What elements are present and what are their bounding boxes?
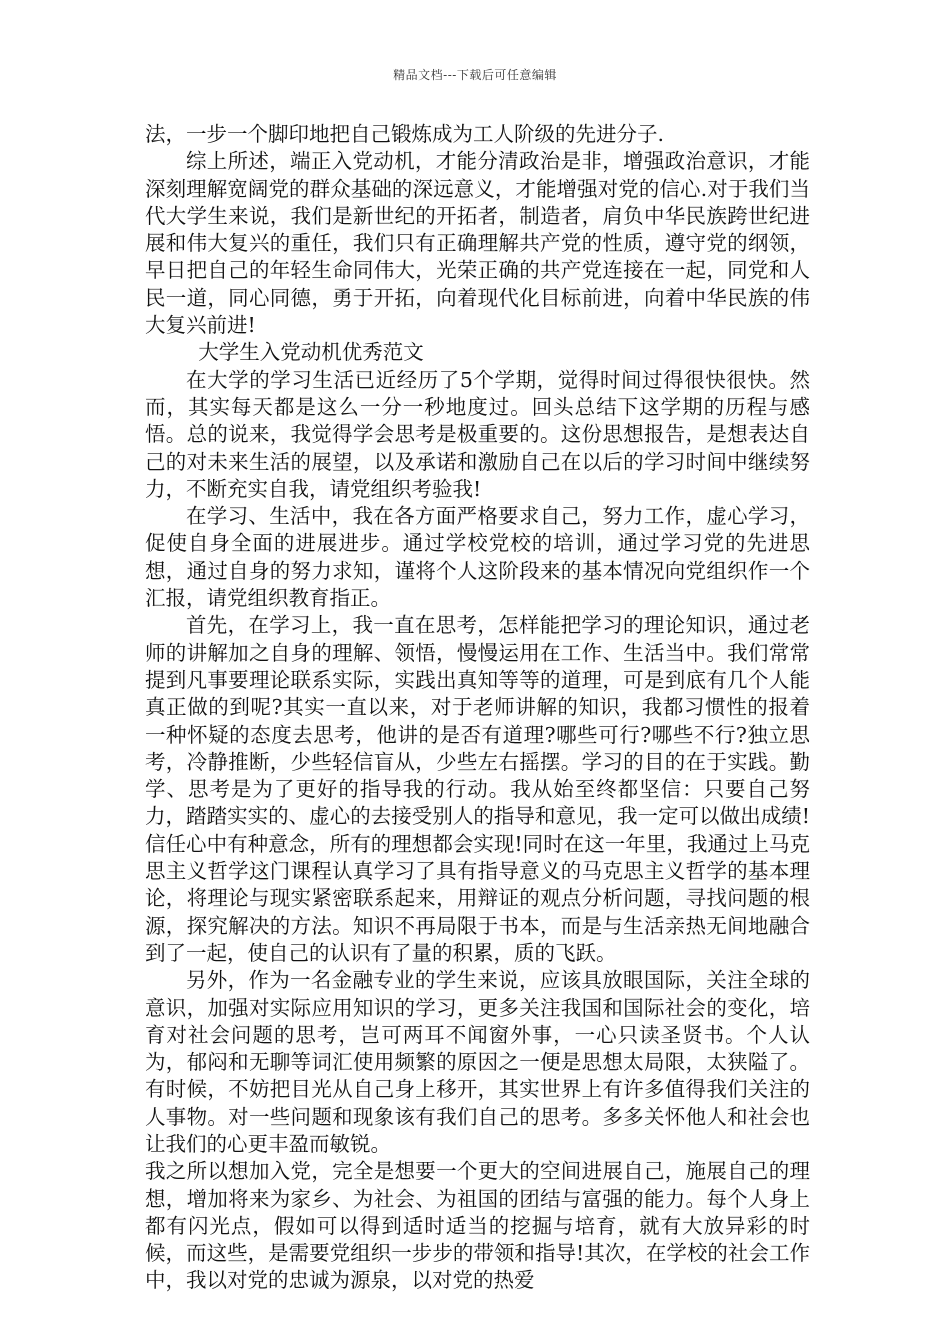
paragraph-2: 综上所述，端正入党动机，才能分清政治是非，增强政治意识，才能深刻理解宽阔党的群众基础的深远意义，才能增强对党的信心.对于我们当代大学生来说，我们是新世纪的开拓者，制造者，肩负中华民族跨世纪进展和伟大复兴的重任，我们只有正确理解共产党的性质，遵守党的纲领，早日把自己的年轻生命同伟大，光荣正确的共产党连接在一起，同党和人民一道，同心同德，勇于开拓，向着现代化目标前进，向着中华民族的伟大复兴前进! [145, 149, 810, 338]
paragraph-3: 在大学的学习生活已近经历了5个学期，觉得时间过得很快很快。然而，其实每天都是这么一分一秒地度过。回头总结下这学期的历程与感悟。总的说来，我觉得学会思考是极重要的。这份思想报告，是想表达自己的对未来生活的展望，以及承诺和激励自己在以后的学习时间中继续努力，不断充实自我，请党组织考验我! [145, 367, 810, 501]
paragraph-1: 法，一步一个脚印地把自己锻炼成为工人阶级的先进分子. [145, 122, 665, 146]
paragraph-4: 在学习、生活中，我在各方面严格要求自己，努力工作，虚心学习，促使自身全面的进展进步。通过学校党校的培训，通过学习党的先进思想，通过自身的努力求知，谨将个人这阶段来的基本情况向党组织作一个汇报，请党组织教育指正。 [145, 504, 810, 611]
paragraph-7: 我之所以想加入党，完全是想要一个更大的空间进展自己，施展自己的理想，增加将来为家乡、为社会、为祖国的团结与富强的能力。每个人身上都有闪光点，假如可以得到适时适当的挖掘与培育，就有大放异彩的时候，而这些，是需要党组织一步步的带领和指导!其次，在学校的社会工作中，我以对党的忠诚为源泉，以对党的热爱 [145, 1159, 810, 1293]
document-body [145, 121, 810, 1295]
section-title: 大学生入党动机优秀范文 [198, 340, 424, 365]
paragraph-5: 首先，在学习上，我一直在思考，怎样能把学习的理论知识，通过老师的讲解加之自身的理解、领悟，慢慢运用在工作、生活当中。我们常常提到凡事要理论联系实际，实践出真知等等的道理，可是到底有几个人能真正做的到呢?其实一直以来，对于老师讲解的知识，我都习惯性的报着一种怀疑的态度去思考，他讲的是否有道理?哪些可行?哪些不行?独立思考，冷静推断，少些轻信盲从，少些左右摇摆。学习的目的在于实践。勤学、思考是为了更好的指导我的行动。我从始至终都坚信：只要自己努力，踏踏实实的、虚心的去接受别人的指导和意见，我一定可以做出成绩!信任心中有种意念，所有的理想都会实现!同时在这一年里，我通过上马克思主义哲学这门课程认真学习了具有指导意义的马克思主义哲学的基本理论，将理论与现实紧密联系起来，用辩证的观点分析问题，寻找问题的根源，探究解决的方法。知识不再局限于书本，而是与生活亲热无间地融合到了一起，使自己的认识有了量的积累，质的飞跃。 [145, 613, 810, 965]
page-header: 精品文档---下载后可任意编辑 [393, 68, 557, 82]
paragraph-6: 另外，作为一名金融专业的学生来说，应该具放眼国际，关注全球的意识，加强对实际应用知识的学习，更多关注我国和国际社会的变化，培育对社会问题的思考，岂可两耳不闻窗外事，一心只读圣贤书。个人认为，郁闷和无聊等词汇使用频繁的原因之一便是思想太局限，太狭隘了。有时候，不妨把目光从自己身上移开，其实世界上有许多值得我们关注的人事物。对一些问题和现象该有我们自己的思考。多多关怀他人和社会也让我们的心更丰盈而敏锐。 [145, 968, 810, 1156]
